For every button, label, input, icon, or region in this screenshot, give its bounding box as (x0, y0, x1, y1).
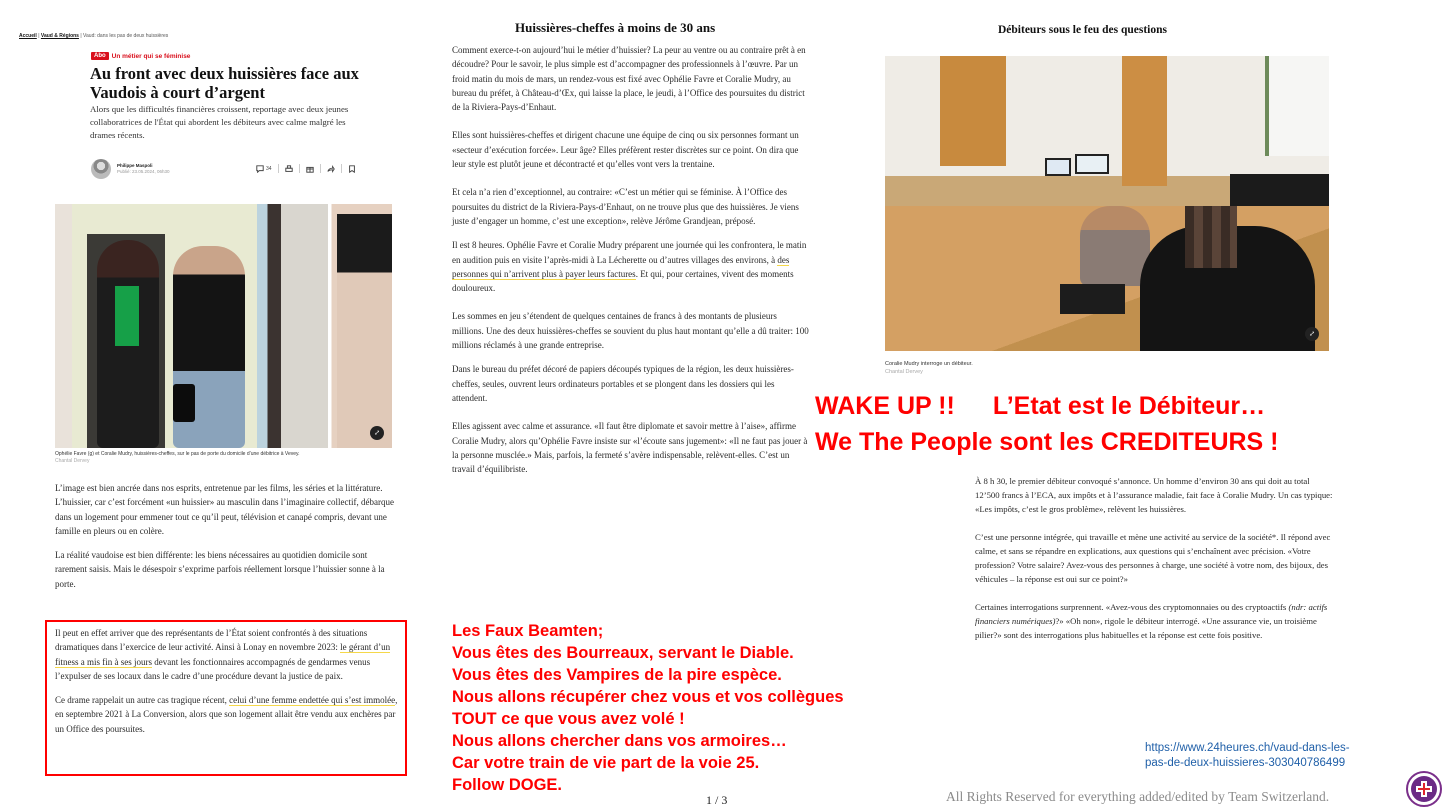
breadcrumb-current: Vaud: dans les pas de deux huissières (83, 33, 169, 39)
section-title-huissieres-cheffes: Huissières-cheffes à moins de 30 ans (515, 20, 716, 35)
share-icon[interactable] (327, 165, 335, 173)
divider (341, 164, 342, 173)
expand-image-icon[interactable]: ⤢ (1305, 327, 1319, 341)
wake-up-text: WAKE UP !! (815, 392, 955, 420)
gift-icon[interactable] (306, 165, 314, 173)
photo-monitor (1045, 158, 1071, 176)
photo2-caption (885, 361, 973, 376)
crediteurs-text: We The People sont les CREDITEURS ! (815, 428, 1279, 456)
photo-coat (337, 214, 392, 448)
photo2-credit: Chantal Dervey (885, 368, 923, 375)
photo-pixelated-face (1185, 206, 1237, 268)
photo1-caption (55, 451, 300, 465)
paragraph: Ce drame rappelait un autre cas tragique récent, celui d’une femme endettée qui s’est immolée, en septembre 2021 à La Conversion, alors que son logement allait être vendu aux enchères par un Office des poursuites. (55, 695, 398, 734)
print-icon[interactable] (285, 165, 293, 173)
paragraph: C’est une personne intégrée, qui travaille et mène une activité au service de la société*. Il répond avec calme, et sans se répandre en explications, aux questions qui s’enchaînent avec précision. «Votre profession? Votre salaire? Avez-vous des personnes à charge, une société à votre nom, des bijoux, des véhicules – la réponse est oui sur ce point?» (975, 532, 1331, 584)
paragraph: La réalité vaudoise est bien différente: les biens nécessaires au quotidien domicile sont rarement saisis. Mais le désespoir s’exprime parfois réellement lorsque l’huissier sonne à la porte. (55, 550, 385, 589)
author-avatar[interactable] (91, 159, 111, 179)
article-actions (256, 164, 356, 173)
breadcrumb-separator: | (80, 33, 82, 39)
photo2-caption-text: Coralie Mudry interroge un débiteur. (885, 361, 973, 367)
author-name[interactable]: Philippe Maspoli (117, 163, 153, 168)
photo-monitor (1075, 154, 1109, 174)
etat-debiteur-text: L’Etat est le Débiteur… (992, 392, 1266, 420)
photo-person-huissiere (1080, 206, 1150, 286)
message-line: TOUT ce que vous avez volé ! (452, 710, 685, 728)
highlighted-paragraphs (55, 626, 400, 746)
divider (320, 164, 321, 173)
breadcrumb-section-link[interactable]: Vaud & Régions (40, 33, 79, 39)
photo-window (1265, 56, 1329, 156)
kicker-text: Un métier qui se féminise (111, 52, 191, 60)
paragraph: Il est 8 heures. Ophélie Favre et Coralie Mudry préparent une journée qui les confrontera, le matin en audition puis en visite l’après-midi à La Lécherette ou d’autres villages des environs, à des personnes qui n’arrivent plus à payer leurs factures. Et qui, pour certaines, vivent des moments douloureux. (452, 240, 807, 294)
page-indicator: 1 / 3 (706, 793, 728, 807)
source-url-link[interactable]: https://www.24heures.ch/vaud-dans-les- pas-de-deux-huissieres-303040786499 (1145, 742, 1350, 769)
comments-count: 34 (266, 165, 272, 172)
column1-body (55, 481, 395, 601)
paragraph: Elles agissent avec calme et assurance. «Il faut être diplomate et savoir mettre à l’aise», affirme Coralie Mudry, alors qu’Ophélie Favre insiste sur «l’écoute sans jugement»: «Il ne faut pas jouer à la personne musclée.» Mais, parfois, la fermeté s’avère indispensable, relèvent-elles. C’est un travail d’équilibriste. (452, 421, 808, 475)
message-line: Follow DOGE. (452, 776, 562, 794)
paragraph: Comment exerce-t-on aujourd’hui le métier d’huissier? La peur au ventre ou au contraire prêt à en découdre? Pour le savoir, le plus simple est d’accompagner des professionnels à l’œuvre. Par un froid matin du mois de mars, un rendez-vous est fixé avec Ophélie Favre et Coralie Mudry, au bureau du préfet, à Château-d’Œx, qui laisse la place, le jeudi, à l’Office des poursuites du district de la Riviera-Pays-d’Enhaut. (452, 45, 806, 113)
photo1-caption-text: Ophélie Favre (g) et Coralie Mudry, huissières-cheffes, sur le pas de porte du domicile d’une débitrice à Vevey. (55, 451, 300, 457)
paragraph: Il peut en effet arriver que des représentants de l’État soient confrontés à des situations dramatiques dans l’exercice de leur activité. Ainsi à Lonay en novembre 2023: le gérant d’un fitness a mis fin à ses jours devant les fonctionnaires accompagnés de gendarmes venus l’expulser de ses locaux dans le cadre d’une procédure devant la justice de paix. (55, 628, 391, 681)
paragraph: À 8 h 30, le premier débiteur convoqué s’annonce. Un homme d’environ 30 ans qui doit au total 12’500 francs à l’ECA, aux impôts et à l’assurance maladie, fait face à Coralie Mudry. Un cas typique: «Les impôts, c’est le gros problème», relèvent les huissières. (975, 476, 1333, 514)
article-link-immolation[interactable]: celui d’une femme endettée qui s’est immolée (229, 695, 396, 706)
message-line: Nous allons récupérer chez vous et vos collègues (452, 688, 844, 706)
article-headline: Au front avec deux huissières face aux Vaudois à court d’argent (90, 64, 359, 102)
photo1-credit: Chantal Dervey (55, 458, 90, 464)
message-line: Vous êtes des Vampires de la pire espèce. (452, 666, 782, 684)
divider (278, 164, 279, 173)
photo-person-left (97, 240, 159, 448)
abo-badge: Abo (91, 52, 109, 60)
paragraph: Les sommes en jeu s’étendent de quelques centaines de francs à des montants de plusieurs millions. Une des deux huissières-cheffes se souvient du plus haut montant qu’elle a dû traiter: 100 millions réclamés à une grande entreprise. (452, 311, 809, 351)
article-photo-huissieres[interactable] (55, 204, 392, 448)
message-line: Nous allons chercher dans vos armoires… (452, 732, 787, 750)
photo-laptop (1060, 284, 1125, 314)
article-link-fitness[interactable]: le gérant d’un fitness a mis fin à ses jours (55, 642, 391, 667)
breadcrumb-home-link[interactable]: Accueil (19, 33, 37, 39)
divider (299, 164, 300, 173)
message-line: Vous êtes des Bourreaux, servant le Diable. (452, 644, 794, 662)
column2-body (452, 43, 810, 486)
comments-button[interactable] (256, 165, 272, 173)
message-line: Les Faux Beamten; (452, 622, 604, 640)
article-photo-office[interactable] (885, 56, 1329, 351)
article-kicker (91, 52, 190, 60)
breadcrumb (19, 33, 168, 39)
bookmark-icon[interactable] (348, 165, 356, 173)
message-line: Car votre train de vie part de la voie 25. (452, 754, 760, 772)
expand-image-icon[interactable]: ⤢ (370, 426, 384, 440)
column3-body (975, 474, 1335, 653)
photo-door (1122, 56, 1167, 186)
article-lead: Alors que les difficultés financières croissent, reportage avec deux jeunes collaboratrices de l'État qui abordent les débiteurs avec calme malgré les drames récents. (90, 104, 349, 140)
overlay-wake-up-banner (815, 388, 1279, 460)
photo-bag (173, 384, 195, 422)
author-byline (91, 159, 170, 179)
paragraph: Dans le bureau du préfet décoré de papiers découpés typiques de la région, les deux huissières-cheffes, seules, ouvrent leurs ordinateurs portables et se plongent dans les dossiers qui les attendent. (452, 364, 794, 403)
section-title-debiteurs: Débiteurs sous le feu des questions (998, 24, 1168, 36)
article-link-factures[interactable]: des personnes qui n’arrivent plus à payer leurs factures (452, 254, 790, 279)
rights-notice: All Rights Reserved for everything added/edited by Team Switzerland. (946, 789, 1330, 804)
publish-date: Publié: 23.05.2024, 06h30 (117, 169, 170, 174)
paragraph: L’image est bien ancrée dans nos esprits, entretenue par les films, les séries et la littérature. L’huissier, car c’est forcément «un huissier» au masculin dans l’imaginaire collectif, débarque dans un logement pour emmener tout ce qu’il peut, télévision et canapé compris, devant une famille en pleurs ou en colère. (55, 483, 394, 536)
overlay-message (452, 620, 844, 796)
team-switzerland-logo-icon (1406, 771, 1442, 807)
photo-door (940, 56, 1006, 166)
comment-icon (256, 165, 264, 173)
breadcrumb-separator: | (38, 33, 40, 39)
paragraph: Et cela n’a rien d’exceptionnel, au contraire: «C’est un métier qui se féminise. À l’Office des poursuites du district de la Riviera-Pays-d’Enhaut, on ne trouve plus que des huissières. Je viens juste d’engager un homme, c’est une exception», relève Jérôme Grandjean, préposé. (452, 187, 799, 226)
paragraph: Elles sont huissières-cheffes et dirigent chacune une équipe de cinq ou six personnes formant un «secteur d’exécution forcée». Leur âge? Elles préfèrent rester discrètes sur ce point. On dira que leur style est plutôt jeune et décontracté et qu’elles vont vers la trentaine. (452, 130, 799, 170)
paragraph: Certaines interrogations surprennent. «Avez-vous des cryptomonnaies ou des cryptoactifs (ndr: actifs financiers numériques)?» «Oh non», rigole le débiteur interrogé. «Une assurance vie, un troisième pilier?» sont des interrogations plus habituelles et la réponse est cette fois positive. (975, 602, 1328, 640)
